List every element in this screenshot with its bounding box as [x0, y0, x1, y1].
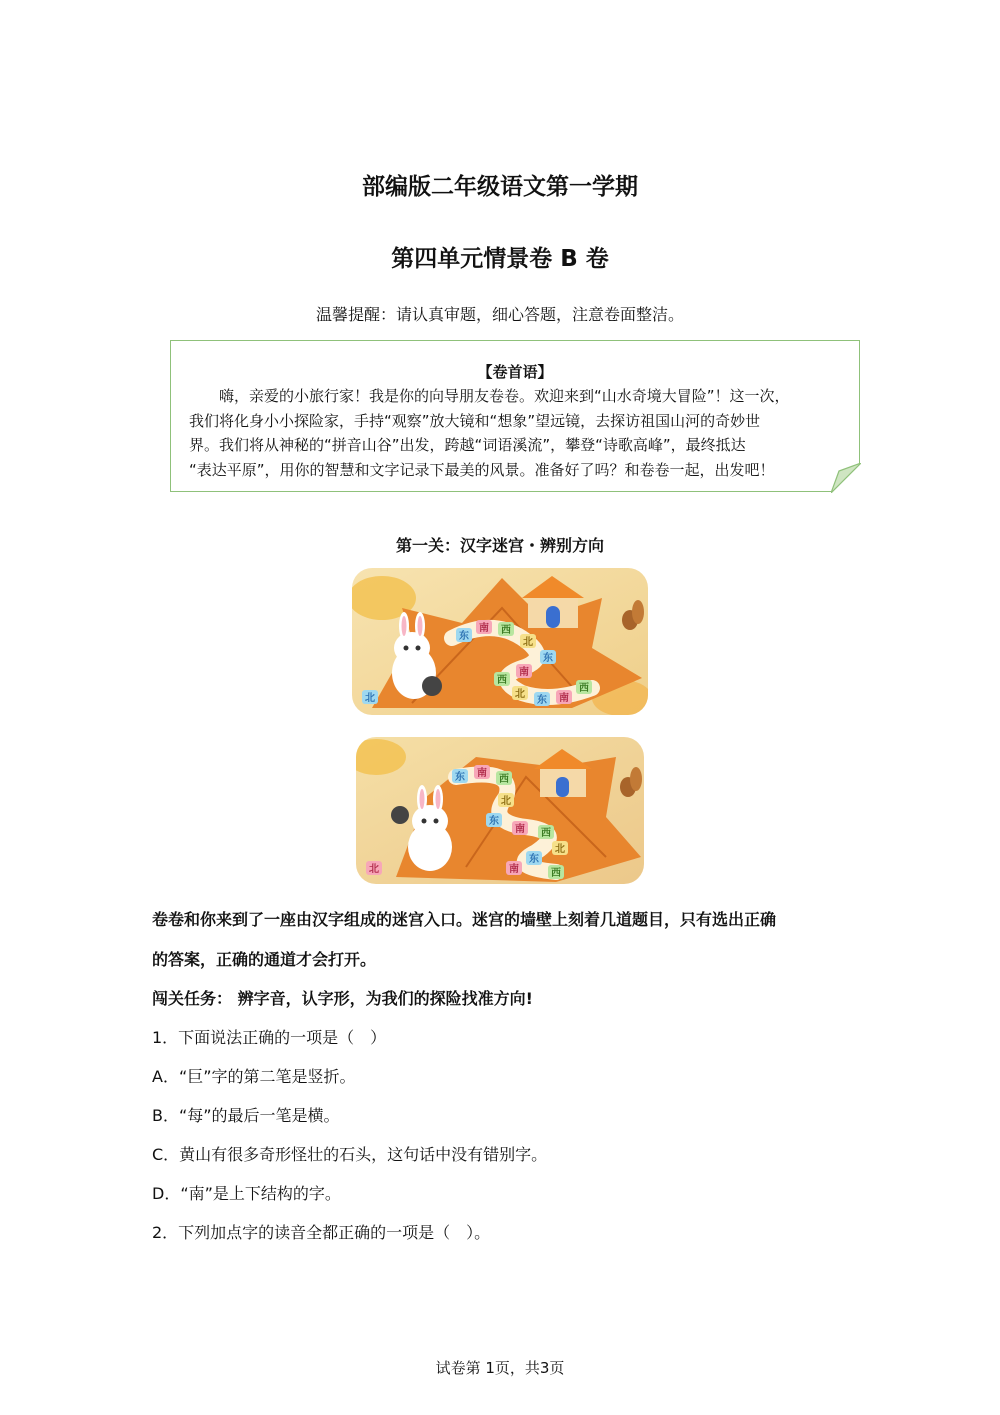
maze-tile	[538, 825, 554, 839]
maze-tile	[512, 821, 528, 835]
intro-line: 界。我们将从神秘的“拼音山谷”出发，跨越“词语溪流”，攀登“诗歌高峰”，最终抵达	[189, 436, 746, 454]
maze-illustration-1	[352, 568, 648, 715]
maze-tile	[552, 841, 568, 855]
maze-tile	[486, 813, 502, 827]
paper-subtitle: 第四单元情景卷 B 卷	[391, 246, 609, 272]
question-1-option-c: C．黄山有很多奇形怪壮的石头，这句话中没有错别字。	[152, 1145, 548, 1164]
svg-text:西: 西	[497, 675, 507, 686]
svg-text:东: 东	[529, 854, 539, 865]
svg-text:南: 南	[515, 824, 525, 835]
svg-text:南: 南	[559, 693, 569, 704]
svg-text:南: 南	[509, 864, 519, 875]
svg-text:东: 东	[537, 695, 547, 706]
intro-line: “表达平原”，用你的智慧和文字记录下最美的风景。准备好了吗？和卷卷一起，出发吧！	[189, 460, 775, 479]
maze-tile	[496, 771, 512, 785]
maze-tile	[366, 861, 382, 875]
reminder-text: 温馨提醒：请认真审题，细心答题，注意卷面整洁。	[315, 305, 684, 324]
story-text-line2: 的答案，正确的通道才会打开。	[152, 950, 377, 969]
svg-text:西: 西	[551, 868, 561, 879]
maze-tile	[548, 865, 564, 879]
svg-text:西: 西	[499, 774, 509, 785]
question-2: 2．下列加点字的读音全都正确的一项是（ ）。	[152, 1223, 491, 1242]
maze-tile	[362, 690, 378, 704]
maze-tile	[540, 650, 556, 664]
svg-text:北: 北	[523, 637, 533, 648]
task-text: 闯关任务： 辨字音，认字形，为我们的探险找准方向!	[152, 989, 533, 1008]
maze-illustration-2	[356, 737, 644, 884]
maze-tile	[556, 690, 572, 704]
svg-text:北: 北	[555, 844, 565, 855]
svg-text:西: 西	[541, 828, 551, 839]
svg-text:东: 东	[543, 653, 553, 664]
svg-text:北: 北	[369, 864, 379, 875]
svg-text:南: 南	[519, 667, 529, 678]
svg-text:南: 南	[477, 768, 487, 779]
svg-text:北: 北	[365, 693, 375, 704]
maze-tile	[576, 680, 592, 694]
intro-body	[189, 384, 829, 482]
svg-text:西: 西	[579, 683, 589, 694]
svg-text:北: 北	[501, 796, 511, 807]
page-footer: 试卷第 1页，共3页	[435, 1359, 565, 1377]
svg-text:西: 西	[501, 625, 511, 636]
page-fold-icon	[831, 463, 861, 493]
svg-text:东: 东	[459, 631, 469, 642]
maze-tile	[456, 628, 472, 642]
maze-tile	[494, 672, 510, 686]
maze-tile	[498, 793, 514, 807]
story-text-line1: 卷卷和你来到了一座由汉字组成的迷宫入口。迷宫的墙壁上刻着几道题目，只有选出正确	[152, 910, 777, 929]
intro-line: 嗨，亲爱的小旅行家！我是你的向导朋友卷卷。欢迎来到“山水奇境大冒险”！这一次，	[189, 387, 790, 405]
maze-tile	[516, 664, 532, 678]
maze-tile	[520, 634, 536, 648]
intro-line: 我们将化身小小探险家，手持“观察”放大镜和“想象”望远镜，去探访祖国山河的奇妙世	[189, 411, 761, 430]
svg-text:东: 东	[455, 772, 465, 783]
question-1-option-a: A．“巨”字的第二笔是竖折。	[152, 1067, 356, 1086]
section-title: 第一关：汉字迷宫・辨别方向	[395, 536, 604, 555]
maze-tile	[506, 861, 522, 875]
maze-tile	[498, 622, 514, 636]
intro-heading: 【卷首语】	[477, 363, 553, 381]
maze-tile	[474, 765, 490, 779]
maze-tile	[452, 769, 468, 783]
question-1-option-d: D．“南”是上下结构的字。	[152, 1184, 341, 1203]
maze-tile	[526, 851, 542, 865]
maze-tile	[476, 620, 492, 634]
maze-tile	[534, 692, 550, 706]
maze-tile	[512, 686, 528, 700]
intro-note	[170, 340, 860, 492]
paper-title: 部编版二年级语文第一学期	[362, 174, 638, 200]
question-1-option-b: B．“每”的最后一笔是横。	[152, 1106, 340, 1125]
question-1: 1．下面说法正确的一项是（ ）	[152, 1028, 387, 1047]
svg-text:北: 北	[515, 689, 525, 700]
svg-text:南: 南	[479, 623, 489, 634]
svg-text:东: 东	[489, 816, 499, 827]
